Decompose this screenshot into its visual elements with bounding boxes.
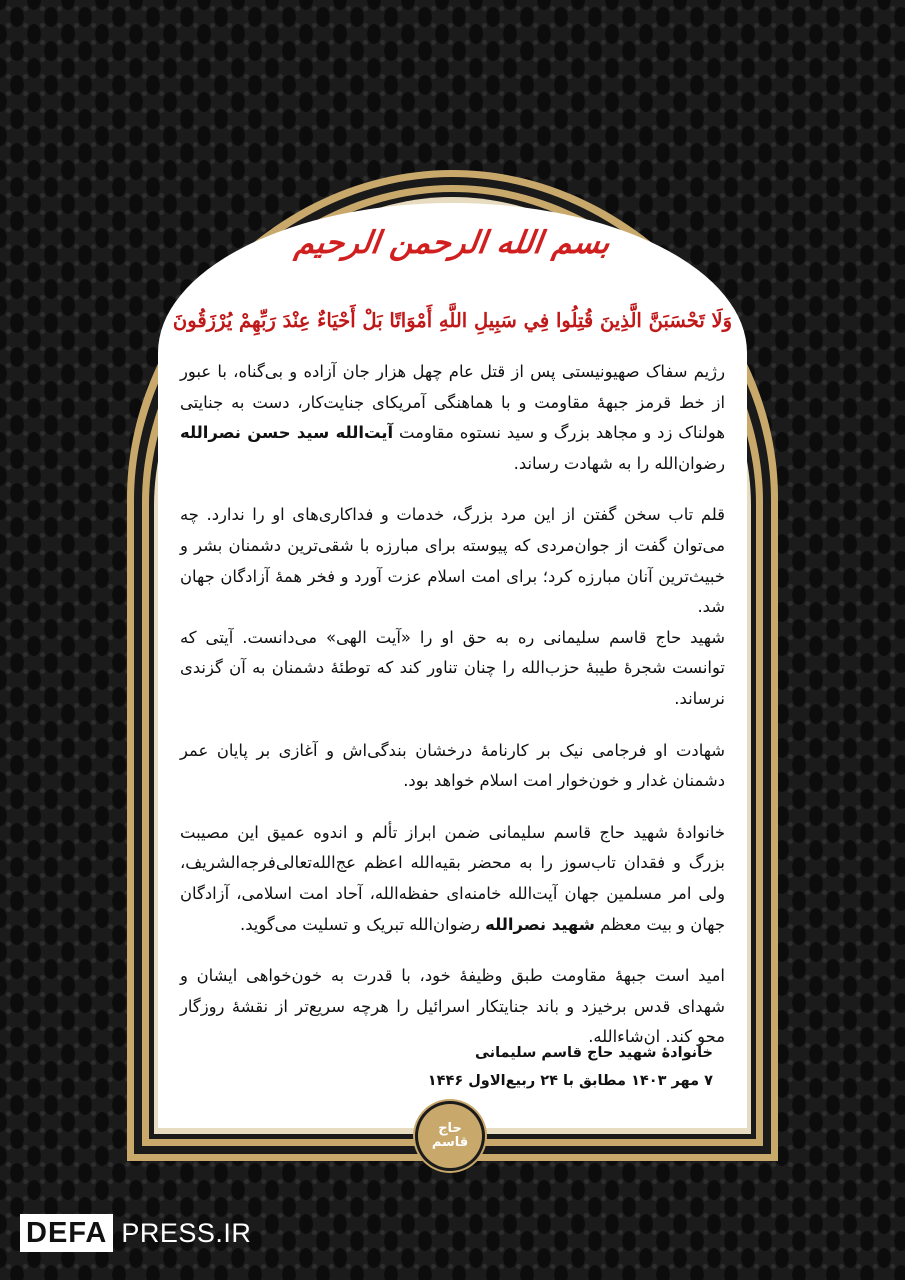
defapress-logo	[20, 1203, 251, 1263]
letter-panel	[158, 203, 747, 1128]
logo-boxed-text: DEFA	[20, 1214, 113, 1252]
paragraph-5: خانوادهٔ شهید حاج قاسم سلیمانی ضمن ابراز تألم و اندوه عمیق این مصیبت بزرگ و فقدان تاب‌سوز را به محضر بقیه‌الله اعظم عج‌الله‌تعالی‌فرجه‌الشریف، ولی امر مسلمین جهان آیت‌الله خامنه‌ای حفظه‌الله، آحاد امت اسلامی، آزادگان جهان و بیت معظم شهید نصرالله رضوان‌الله تبریک و تسلیت می‌گوید.	[180, 822, 725, 934]
quran-verse: وَلَا تَحْسَبَنَّ الَّذِينَ قُتِلُوا فِي سَبِيلِ اللَّهِ أَمْوَاتًا بَلْ أَحْيَاءٌ عِنْدَ رَبِّهِمْ يُرْزَقُونَ	[172, 309, 733, 332]
highlight-name-nasrallah: آیت‌الله سید حسن نصرالله	[180, 423, 394, 443]
letter-body	[180, 357, 725, 1074]
paragraph-6: امید است جبههٔ مقاومت طبق وظیفهٔ خود، با قدرت به خون‌خواهی ایشان و شهدای قدس برخیزد و باند جنایتکار اسرائیل را هرچه سریع‌تر از نقشهٔ روزگار محو کند. ان‌شاءالله.	[180, 966, 725, 1047]
logo-domain-text: PRESS.IR	[121, 1217, 252, 1248]
paragraph-1: رژیم سفاک صهیونیستی پس از قتل عام چهل هزار جان آزاده و بی‌گناه، با عبور از خط قرمز جبههٔ مقاومت و با هماهنگی آمریکای جنایت‌کار، دست به جنایتی هولناک زد و مجاهد بزرگ و سید نستوه مقاومت آیت‌الله سید حسن نصرالله رضوان‌الله را به شهادت رساند.	[180, 362, 725, 473]
signature-date: ۷ مهر ۱۴۰۳ مطابق با ۲۴ ربیع‌الاول ۱۴۴۶	[427, 1073, 713, 1089]
paragraph-3: شهید حاج قاسم سلیمانی ره به حق او را «آیت الهی» می‌دانست. آیتی که توانست شجرهٔ طیبهٔ حزب‌الله را چنان تناور کند که توطئهٔ دشمنان به آن گزندی نرساند.	[180, 627, 725, 708]
highlight-shahid-nasrallah: شهید نصرالله	[485, 914, 595, 934]
paragraph-4: شهادت او فرجامی نیک بر کارنامهٔ درخشان بندگی‌اش و آغازی بر پایان عمر دشمنان غدار و خون‌خوار امت اسلام خواهد بود.	[180, 740, 725, 791]
signature	[428, 1039, 713, 1095]
seal-emblem: حاج قاسم	[418, 1104, 482, 1168]
paragraph-2: قلم تاب سخن گفتن از این مرد بزرگ، خدمات و فداکاری‌های او را ندارد. چه می‌توان گفت از جوان‌مردی که پیوسته برای مبارزه با شقی‌ترین دشمنان بشر و خبیث‌ترین آنان مبارزه کرد؛ برای امت اسلام عزت آورد و فخر همهٔ آزادگان جهان شد.	[180, 505, 725, 617]
signature-name: خانوادهٔ شهید حاج قاسم سلیمانی	[474, 1045, 713, 1061]
basmala-heading: بسم الله الرحمن الرحیم	[292, 225, 613, 261]
